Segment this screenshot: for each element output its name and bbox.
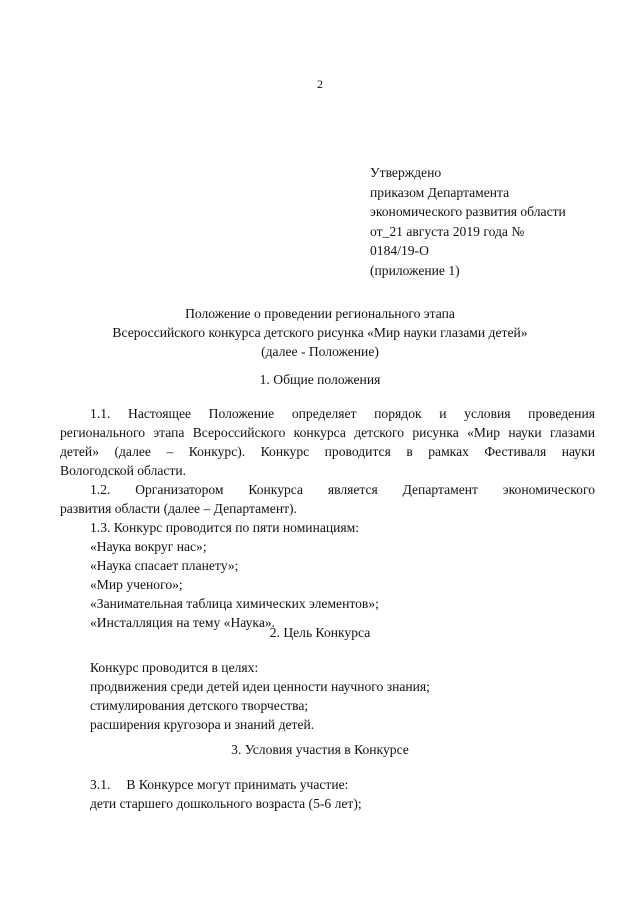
approval-line: Утверждено (370, 165, 442, 180)
approval-line: (приложение 1) (370, 262, 460, 278)
section-1-heading: 1. Общие положения (259, 372, 381, 387)
list-item: «Мир ученого»; (90, 577, 183, 592)
title-line: (далее - Положение) (261, 344, 379, 359)
paragraph-line: 1.1. Настоящее Положение определяет порядок и условия проведения (90, 406, 595, 421)
paragraph-line: расширения кругозора и знаний детей. (90, 717, 315, 732)
paragraph-line (90, 775, 362, 794)
paragraph-line: развития области (далее – Департамент). (60, 501, 297, 516)
paragraph-line: стимулирования детского творчества; (90, 698, 309, 713)
paragraph-line: детей» (далее – Конкурс). Конкурс проводится в рамках Фестиваля науки (60, 444, 595, 459)
section-2-body (90, 658, 430, 734)
page-number: 2 (317, 77, 323, 91)
title-line: Всероссийского конкурса детского рисунка «Мир науки глазами детей» (112, 325, 528, 340)
list-item: «Наука вокруг нас»; (90, 539, 207, 554)
paragraph-line: 1.2. Организатором Конкурса является Департамент экономического (90, 482, 595, 497)
title-line: Положение о проведении регионального этапа (185, 306, 455, 321)
approval-block (370, 163, 566, 280)
paragraph-line: регионального этапа Всероссийского конкурса детского рисунка «Мир науки глазами (60, 425, 595, 440)
approval-line: от_21 августа 2019 года № (370, 223, 525, 239)
paragraph-line: продвижения среди детей идеи ценности научного знания; (90, 679, 430, 694)
paragraph-line: 1.3. Конкурс проводится по пяти номинациям: (90, 520, 360, 535)
clause-text: В Конкурсе могут принимать участие: (126, 777, 349, 792)
approval-line: приказом Департамента (370, 184, 510, 200)
section-3-body (90, 775, 362, 813)
section-2-heading: 2. Цель Конкурса (269, 625, 371, 640)
paragraph-line: дети старшего дошкольного возраста (5-6 лет); (90, 796, 362, 811)
list-item: «Инсталляция на тему «Наука». (90, 615, 276, 630)
document-title (0, 304, 640, 361)
list-item: «Наука спасает планету»; (90, 558, 239, 573)
paragraph-line: Вологодской области. (60, 463, 187, 478)
section-3-heading: 3. Условия участия в Конкурсе (231, 742, 409, 757)
section-1-body (60, 404, 595, 632)
approval-line: 0184/19-О (370, 243, 429, 258)
approval-line: экономического развития области (370, 204, 566, 219)
clause-number: 3.1. (90, 777, 111, 792)
paragraph-line: Конкурс проводится в целях: (90, 660, 259, 675)
list-item: «Занимательная таблица химических элементов»; (90, 596, 379, 611)
